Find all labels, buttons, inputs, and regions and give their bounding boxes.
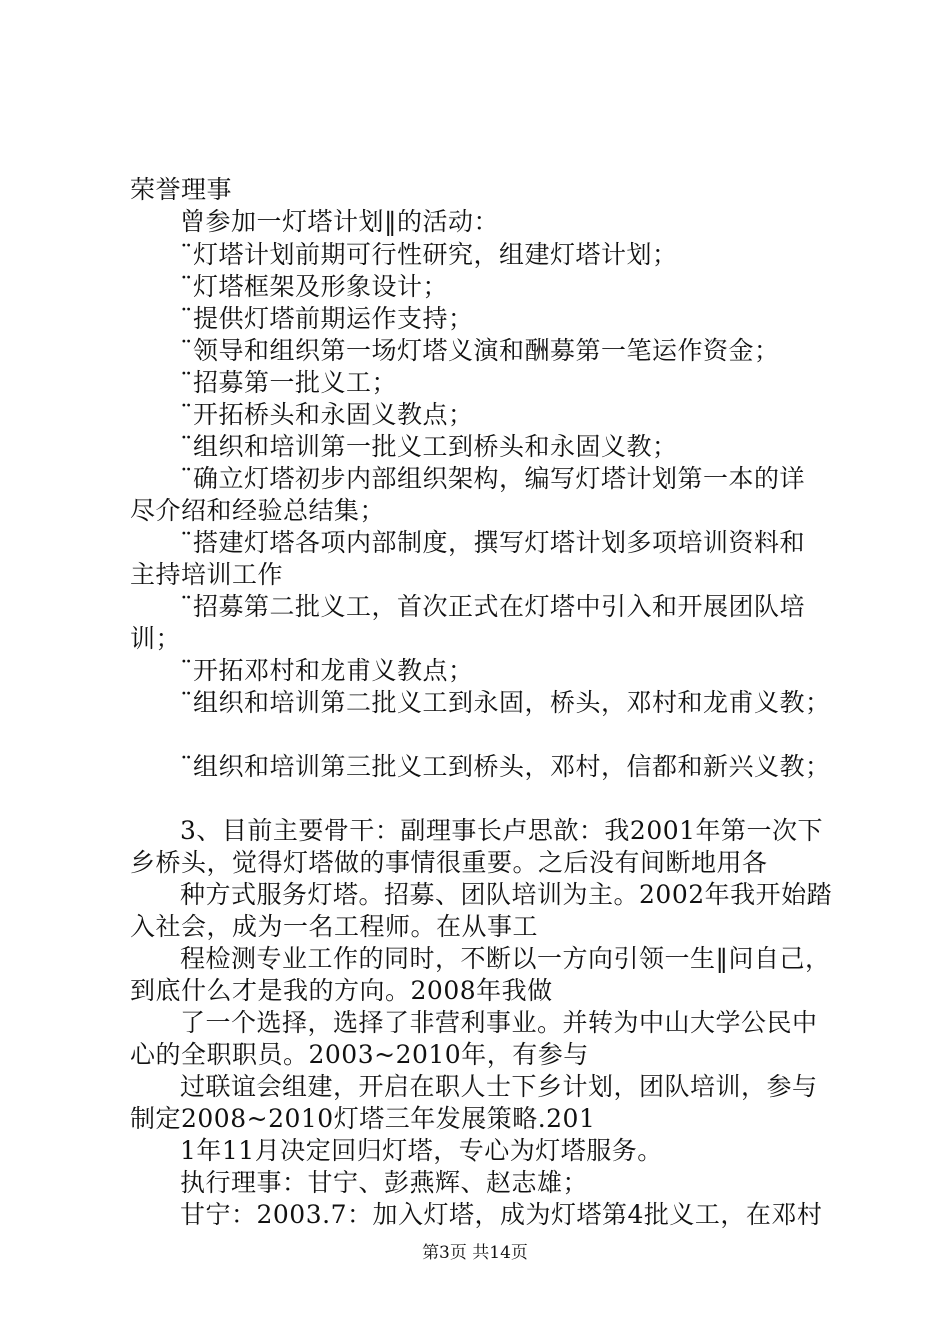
text-line: 训；: [130, 624, 182, 653]
text-line: 了一个选择，选择了非营利事业。并转为中山大学公民中: [180, 1008, 818, 1037]
text-line: 程检测专业工作的同时，不断以一方向引领一生‖问自己，: [180, 944, 831, 973]
text-line: 过联谊会组建，开启在职人士下乡计划，团队培训，参与: [180, 1072, 818, 1101]
text-line: 甘宁：2003.7：加入灯塔，成为灯塔第4批义工，在邓村: [180, 1200, 823, 1229]
text-line: 制定2008~2010灯塔三年发展策略.201: [130, 1104, 596, 1133]
text-line: 主持培训工作: [130, 560, 284, 589]
text-line: ¨灯塔计划前期可行性研究，组建灯塔计划；: [180, 240, 678, 269]
text-line: 入社会，成为一名工程师。在从事工: [130, 912, 539, 941]
text-line: ¨招募第二批义工，首次正式在灯塔中引入和开展团队培: [180, 592, 806, 621]
text-line: ¨灯塔框架及形象设计；: [180, 272, 449, 301]
text-line: 荣誉理事: [130, 175, 233, 204]
text-line: ¨组织和培训第一批义工到桥头和永固义教；: [180, 432, 678, 461]
text-line: ¨搭建灯塔各项内部制度，撰写灯塔计划多项培训资料和: [180, 528, 806, 557]
text-line: 乡桥头，觉得灯塔做的事情很重要。之后没有间断地用各: [130, 848, 768, 877]
text-line: ¨组织和培训第三批义工到桥头，邓村，信都和新兴义教；: [180, 752, 831, 781]
text-line: ¨开拓桥头和永固义教点；: [180, 400, 474, 429]
page-number-footer: 第3页 共14页: [422, 1243, 528, 1263]
text-line: 到底什么才是我的方向。2008年我做: [130, 976, 553, 1005]
text-line: 心的全职职员。2003~2010年，有参与: [130, 1040, 589, 1069]
text-line: 种方式服务灯塔。招募、团队培训为主。2002年我开始踏: [180, 880, 833, 909]
text-line: ¨招募第一批义工；: [180, 368, 398, 397]
text-line: 执行理事：甘宁、彭燕辉、赵志雄；: [180, 1168, 589, 1197]
text-line: ¨确立灯塔初步内部组织架构，编写灯塔计划第一本的详: [180, 464, 806, 493]
text-line: ¨组织和培训第二批义工到永固，桥头，邓村和龙甫义教；: [180, 688, 831, 717]
text-line: 1年11月决定回归灯塔，专心为灯塔服务。: [180, 1136, 663, 1165]
text-line: ¨提供灯塔前期运作支持；: [180, 304, 474, 333]
text-line: 曾参加一灯塔计划‖的活动：: [180, 207, 500, 236]
text-line: ¨领导和组织第一场灯塔义演和酬募第一笔运作资金；: [180, 336, 780, 365]
text-line: ¨开拓邓村和龙甫义教点；: [180, 656, 474, 685]
text-line: 尽介绍和经验总结集；: [130, 496, 386, 525]
text-line: 3、目前主要骨干：副理事长卢思歆：我2001年第一次下: [180, 816, 824, 845]
